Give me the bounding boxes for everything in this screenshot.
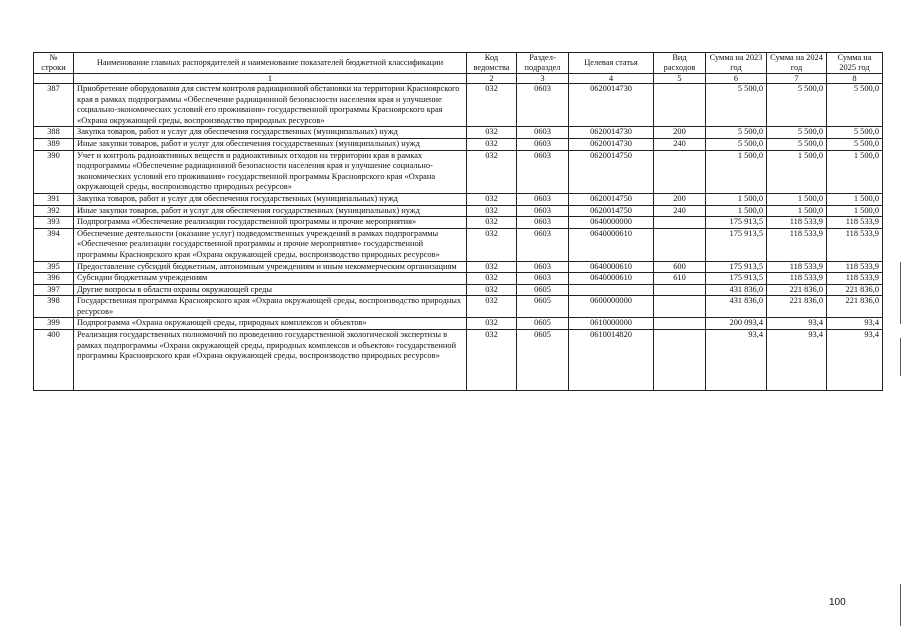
row-sum-2023: 200 093,4 — [706, 318, 767, 330]
row-sum-2024: 118 533,9 — [767, 261, 827, 273]
row-target-item: 0640000610 — [569, 273, 654, 285]
row-sum-2023: 175 913,5 — [706, 273, 767, 285]
row-sum-2024: 93,4 — [767, 318, 827, 330]
row-sum-2024: 1 500,0 — [767, 150, 827, 193]
scan-edge-line — [900, 584, 901, 626]
row-expense-type: 600 — [654, 261, 706, 273]
header-row-number: № строки — [34, 53, 74, 74]
row-expense-type: 240 — [654, 138, 706, 150]
row-target-item: 0640000000 — [569, 217, 654, 229]
header-sum-2025: Сумма на 2025 год — [827, 53, 883, 74]
table-row — [34, 150, 883, 193]
row-name: Иные закупки товаров, работ и услуг для обеспечения государственных (муниципальных) нужд — [74, 138, 467, 150]
row-number: 393 — [34, 217, 74, 229]
row-department-code: 032 — [467, 284, 517, 296]
row-number: 392 — [34, 205, 74, 217]
header-sum-2023: Сумма на 2023 год — [706, 53, 767, 74]
row-expense-type — [654, 330, 706, 391]
row-target-item: 0620014750 — [569, 150, 654, 193]
row-name: Закупка товаров, работ и услуг для обеспечения государственных (муниципальных) нужд — [74, 193, 467, 205]
row-sum-2023: 175 913,5 — [706, 228, 767, 261]
row-target-item: 0620014750 — [569, 205, 654, 217]
row-department-code: 032 — [467, 318, 517, 330]
row-sum-2023: 431 836,0 — [706, 296, 767, 318]
column-number: 7 — [767, 74, 827, 84]
row-expense-type — [654, 84, 706, 127]
row-name: Закупка товаров, работ и услуг для обеспечения государственных (муниципальных) нужд — [74, 127, 467, 139]
row-department-code: 032 — [467, 273, 517, 285]
row-sum-2024: 5 500,0 — [767, 138, 827, 150]
row-sum-2023: 175 913,5 — [706, 261, 767, 273]
row-sum-2023: 1 500,0 — [706, 205, 767, 217]
row-target-item: 0620014730 — [569, 84, 654, 127]
row-section: 0603 — [517, 217, 569, 229]
header-target-item: Целевая статья — [569, 53, 654, 74]
column-number: 3 — [517, 74, 569, 84]
row-department-code: 032 — [467, 193, 517, 205]
row-department-code: 032 — [467, 127, 517, 139]
row-number: 398 — [34, 296, 74, 318]
row-department-code: 032 — [467, 296, 517, 318]
row-name: Государственная программа Красноярского края «Охрана окружающей среды, воспроизводство природных ресурсов» — [74, 296, 467, 318]
row-expense-type: 610 — [654, 273, 706, 285]
row-target-item: 0620014750 — [569, 193, 654, 205]
column-number: 4 — [569, 74, 654, 84]
table-row — [34, 193, 883, 205]
row-target-item: 0600000000 — [569, 296, 654, 318]
row-name: Другие вопросы в области охраны окружающей среды — [74, 284, 467, 296]
row-sum-2025: 5 500,0 — [827, 138, 883, 150]
row-expense-type — [654, 284, 706, 296]
row-department-code: 032 — [467, 138, 517, 150]
row-sum-2025: 221 836,0 — [827, 284, 883, 296]
row-department-code: 032 — [467, 228, 517, 261]
row-sum-2023: 1 500,0 — [706, 150, 767, 193]
row-sum-2025: 93,4 — [827, 318, 883, 330]
row-expense-type — [654, 318, 706, 330]
table-row — [34, 138, 883, 150]
row-sum-2023: 5 500,0 — [706, 84, 767, 127]
column-number: 5 — [654, 74, 706, 84]
row-sum-2024: 118 533,9 — [767, 217, 827, 229]
page-number: 100 — [829, 597, 846, 608]
column-number — [34, 74, 74, 84]
row-number: 397 — [34, 284, 74, 296]
row-department-code: 032 — [467, 330, 517, 391]
column-number: 1 — [74, 74, 467, 84]
table-row — [34, 318, 883, 330]
row-expense-type — [654, 296, 706, 318]
table-row — [34, 273, 883, 285]
row-section: 0605 — [517, 284, 569, 296]
header-row — [34, 53, 883, 74]
row-sum-2025: 118 533,9 — [827, 217, 883, 229]
header-section: Раздел-подраздел — [517, 53, 569, 74]
row-target-item: 0640000610 — [569, 228, 654, 261]
column-number: 8 — [827, 74, 883, 84]
row-number: 400 — [34, 330, 74, 391]
row-sum-2025: 1 500,0 — [827, 193, 883, 205]
row-department-code: 032 — [467, 150, 517, 193]
table-row — [34, 296, 883, 318]
row-name: Подпрограмма «Обеспечение реализации государственной программы и прочие мероприятия» — [74, 217, 467, 229]
table-row — [34, 261, 883, 273]
row-section: 0603 — [517, 273, 569, 285]
row-sum-2024: 1 500,0 — [767, 205, 827, 217]
column-number: 6 — [706, 74, 767, 84]
row-name: Субсидии бюджетным учреждениям — [74, 273, 467, 285]
row-section: 0603 — [517, 138, 569, 150]
row-department-code: 032 — [467, 84, 517, 127]
row-section: 0603 — [517, 84, 569, 127]
budget-table — [33, 52, 883, 391]
row-expense-type — [654, 228, 706, 261]
row-sum-2025: 118 533,9 — [827, 261, 883, 273]
row-section: 0603 — [517, 261, 569, 273]
row-sum-2025: 1 500,0 — [827, 150, 883, 193]
row-expense-type: 240 — [654, 205, 706, 217]
table-row — [34, 127, 883, 139]
column-number: 2 — [467, 74, 517, 84]
header-department-code: Код ведомства — [467, 53, 517, 74]
row-sum-2024: 221 836,0 — [767, 296, 827, 318]
row-sum-2024: 221 836,0 — [767, 284, 827, 296]
row-sum-2024: 93,4 — [767, 330, 827, 391]
row-sum-2023: 1 500,0 — [706, 193, 767, 205]
row-expense-type — [654, 150, 706, 193]
row-number: 387 — [34, 84, 74, 127]
row-sum-2024: 118 533,9 — [767, 273, 827, 285]
row-section: 0603 — [517, 150, 569, 193]
row-number: 396 — [34, 273, 74, 285]
table-row — [34, 217, 883, 229]
row-number: 395 — [34, 261, 74, 273]
table-row — [34, 228, 883, 261]
row-target-item: 0610000000 — [569, 318, 654, 330]
row-sum-2023: 93,4 — [706, 330, 767, 391]
row-expense-type: 200 — [654, 127, 706, 139]
row-department-code: 032 — [467, 217, 517, 229]
row-sum-2024: 118 533,9 — [767, 228, 827, 261]
column-number-row — [34, 74, 883, 84]
row-name: Предоставление субсидий бюджетным, автономным учреждениям и иным некоммерческим организациям — [74, 261, 467, 273]
row-sum-2024: 5 500,0 — [767, 127, 827, 139]
row-sum-2024: 1 500,0 — [767, 193, 827, 205]
row-number: 391 — [34, 193, 74, 205]
row-expense-type — [654, 217, 706, 229]
row-sum-2023: 5 500,0 — [706, 127, 767, 139]
row-sum-2024: 5 500,0 — [767, 84, 827, 127]
row-sum-2023: 175 913,5 — [706, 217, 767, 229]
row-number: 390 — [34, 150, 74, 193]
row-section: 0603 — [517, 205, 569, 217]
row-section: 0605 — [517, 330, 569, 391]
row-target-item: 0640000610 — [569, 261, 654, 273]
row-sum-2025: 118 533,9 — [827, 273, 883, 285]
row-sum-2025: 221 836,0 — [827, 296, 883, 318]
row-sum-2025: 1 500,0 — [827, 205, 883, 217]
row-number: 399 — [34, 318, 74, 330]
row-sum-2025: 5 500,0 — [827, 127, 883, 139]
row-number: 388 — [34, 127, 74, 139]
row-target-item — [569, 284, 654, 296]
row-section: 0603 — [517, 228, 569, 261]
table-row — [34, 330, 883, 391]
row-sum-2023: 5 500,0 — [706, 138, 767, 150]
row-number: 394 — [34, 228, 74, 261]
row-department-code: 032 — [467, 261, 517, 273]
table-row — [34, 205, 883, 217]
row-name: Подпрограмма «Охрана окружающей среды, природных комплексов и объектов» — [74, 318, 467, 330]
row-section: 0605 — [517, 296, 569, 318]
row-target-item: 0610014820 — [569, 330, 654, 391]
row-sum-2025: 5 500,0 — [827, 84, 883, 127]
row-sum-2025: 93,4 — [827, 330, 883, 391]
row-target-item: 0620014730 — [569, 138, 654, 150]
table-row — [34, 84, 883, 127]
scan-edge-line — [900, 262, 901, 324]
row-name: Реализация государственных полномочий по проведению государственной экологической экспертизы в рамках подпрограммы «Охрана окружающей среды, природных комплексов и объектов» государственной программы Красноярского края «Охрана окружающей среды, воспроизводство природных ресурсов» — [74, 330, 467, 391]
row-number: 389 — [34, 138, 74, 150]
row-sum-2025: 118 533,9 — [827, 228, 883, 261]
scan-edge-line — [900, 338, 901, 376]
row-section: 0605 — [517, 318, 569, 330]
row-expense-type: 200 — [654, 193, 706, 205]
row-sum-2023: 431 836,0 — [706, 284, 767, 296]
row-name: Учет и контроль радиоактивных веществ и радиоактивных отходов на территории края в рамках подпрограммы «Обеспечение радиационной безопасности населения края и улучшение социально-экономических условий его проживания» государственной программы Красноярского края «Охрана окружающей среды, воспроизводство природных ресурсов» — [74, 150, 467, 193]
row-name: Обеспечение деятельности (оказание услуг) подведомственных учреждений в рамках подпрограммы «Обеспечение реализации государственной программы и прочие мероприятия» государственной программы Красноярского края «Охрана окружающей среды, воспроизводство природных ресурсов» — [74, 228, 467, 261]
row-section: 0603 — [517, 193, 569, 205]
row-name: Приобретение оборудования для систем контроля радиационной обстановки на территории Красноярского края в рамках подпрограммы «Обеспечение радиационной безопасности населения края и улучшение социально-экономических условий его проживания» государственной программы Красноярского края «Охрана окружающей среды, воспроизводство природных ресурсов» — [74, 84, 467, 127]
row-section: 0603 — [517, 127, 569, 139]
header-expense-type: Вид расходов — [654, 53, 706, 74]
table-row — [34, 284, 883, 296]
row-target-item: 0620014730 — [569, 127, 654, 139]
row-department-code: 032 — [467, 205, 517, 217]
header-name: Наименование главных распорядителей и наименование показателей бюджетной классификации — [74, 53, 467, 74]
header-sum-2024: Сумма на 2024 год — [767, 53, 827, 74]
row-name: Иные закупки товаров, работ и услуг для обеспечения государственных (муниципальных) нужд — [74, 205, 467, 217]
